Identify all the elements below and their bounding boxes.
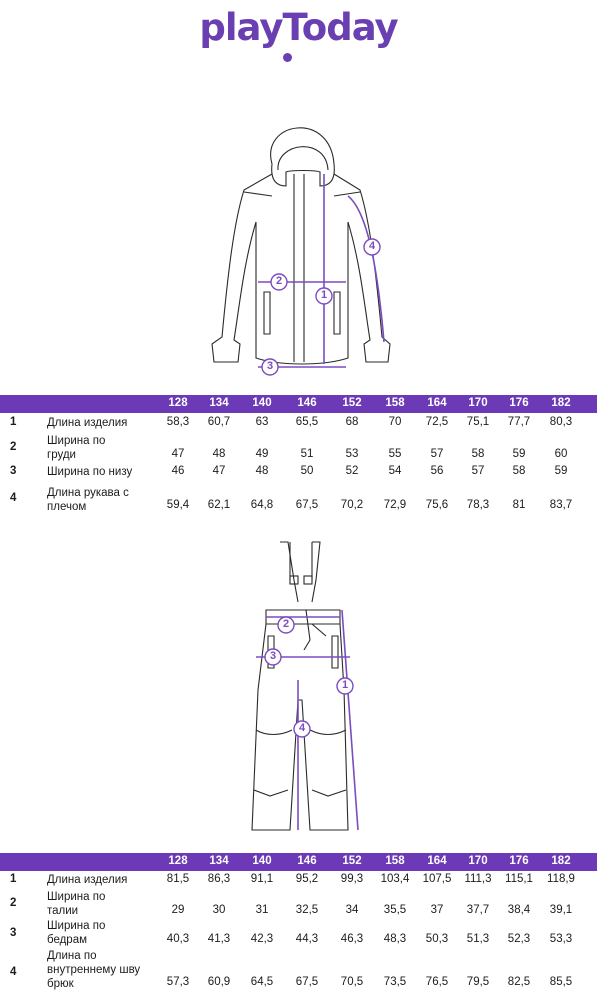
cell-value: 57 <box>430 448 444 460</box>
cell-value: 75,6 <box>425 499 449 511</box>
cell-value: 58,3 <box>166 416 190 428</box>
jacket-sketch <box>200 112 400 382</box>
cell-value: 64,5 <box>250 976 274 988</box>
jacket-marker-3: 3 <box>267 360 274 372</box>
size-label: 170 <box>468 855 488 867</box>
cell-value: 58 <box>512 465 526 477</box>
cell-value: 81,5 <box>166 873 190 885</box>
cell-value: 56 <box>430 465 444 477</box>
cell-value: 50,3 <box>425 933 449 945</box>
table-row <box>0 889 597 919</box>
cell-value: 67,5 <box>295 976 319 988</box>
brand-logo-text: playToday <box>199 6 398 49</box>
jacket-marker-4: 4 <box>369 240 376 252</box>
table-row <box>0 948 597 996</box>
cell-value: 86,3 <box>207 873 231 885</box>
cell-value: 49 <box>255 448 269 460</box>
cell-value: 70 <box>388 416 402 428</box>
cell-value: 53,3 <box>549 933 573 945</box>
cell-value: 57,3 <box>166 976 190 988</box>
brand-logo <box>0 2 597 66</box>
cell-value: 52 <box>345 465 359 477</box>
cell-value: 46,3 <box>340 933 364 945</box>
cell-value: 51,3 <box>466 933 490 945</box>
cell-value: 73,5 <box>383 976 407 988</box>
size-label: 152 <box>342 397 362 409</box>
size-label: 176 <box>509 855 529 867</box>
pants-marker-2: 2 <box>283 618 290 630</box>
size-label: 128 <box>168 397 188 409</box>
size-label: 152 <box>342 855 362 867</box>
cell-value: 79,5 <box>466 976 490 988</box>
row-label: Ширина по груди <box>47 435 106 461</box>
cell-value: 60,9 <box>207 976 231 988</box>
cell-value: 53 <box>345 448 359 460</box>
cell-value: 91,1 <box>250 873 274 885</box>
cell-value: 70,5 <box>340 976 364 988</box>
cell-value: 68 <box>345 416 359 428</box>
cell-value: 85,5 <box>549 976 573 988</box>
table-row <box>0 462 597 484</box>
row-number: 3 <box>10 465 17 477</box>
size-label: 158 <box>385 855 405 867</box>
size-label: 134 <box>209 397 229 409</box>
cell-value: 59 <box>554 465 568 477</box>
table-row <box>0 484 597 516</box>
row-label: Длина изделия <box>47 874 128 886</box>
pants-size-header <box>0 853 597 871</box>
row-number: 3 <box>10 927 17 939</box>
cell-value: 59,4 <box>166 499 190 511</box>
pants-size-table <box>0 853 597 996</box>
row-label: Длина рукава с плечом <box>47 487 129 513</box>
size-label: 140 <box>252 397 272 409</box>
pants-sketch <box>240 540 370 840</box>
cell-value: 50 <box>300 465 314 477</box>
row-label: Длина изделия <box>47 417 128 429</box>
cell-value: 72,5 <box>425 416 449 428</box>
row-label: Ширина по низу <box>47 466 133 478</box>
cell-value: 47 <box>171 448 185 460</box>
cell-value: 37 <box>430 904 444 916</box>
cell-value: 60 <box>554 448 568 460</box>
size-label: 128 <box>168 855 188 867</box>
cell-value: 80,3 <box>549 416 573 428</box>
cell-value: 76,5 <box>425 976 449 988</box>
cell-value: 38,4 <box>507 904 531 916</box>
row-label: Ширина по бедрам <box>47 920 106 946</box>
size-label: 134 <box>209 855 229 867</box>
cell-value: 41,3 <box>207 933 231 945</box>
row-number: 1 <box>10 873 17 885</box>
cell-value: 81 <box>512 499 526 511</box>
cell-value: 72,9 <box>383 499 407 511</box>
cell-value: 40,3 <box>166 933 190 945</box>
size-label: 176 <box>509 397 529 409</box>
table-row <box>0 919 597 948</box>
cell-value: 35,5 <box>383 904 407 916</box>
row-label: Ширина по талии <box>47 891 106 917</box>
size-label: 140 <box>252 855 272 867</box>
table-row <box>0 413 597 433</box>
cell-value: 30 <box>212 904 226 916</box>
table-row <box>0 871 597 889</box>
cell-value: 67,5 <box>295 499 319 511</box>
cell-value: 65,5 <box>295 416 319 428</box>
cell-value: 51 <box>300 448 314 460</box>
cell-value: 83,7 <box>549 499 573 511</box>
cell-value: 54 <box>388 465 402 477</box>
size-label: 164 <box>427 855 447 867</box>
cell-value: 111,3 <box>464 873 492 885</box>
cell-value: 107,5 <box>422 873 452 885</box>
row-number: 1 <box>10 416 17 428</box>
row-label: Длина по внутреннему шву брюк <box>47 950 141 990</box>
row-number: 4 <box>10 492 17 504</box>
size-label: 146 <box>297 397 317 409</box>
row-number: 2 <box>10 441 17 453</box>
cell-value: 39,1 <box>549 904 573 916</box>
table-row <box>0 433 597 462</box>
cell-value: 58 <box>471 448 485 460</box>
cell-value: 46 <box>171 465 185 477</box>
size-label: 164 <box>427 397 447 409</box>
cell-value: 48 <box>255 465 269 477</box>
pants-marker-1: 1 <box>342 679 349 691</box>
cell-value: 34 <box>345 904 359 916</box>
cell-value: 63 <box>255 416 269 428</box>
brand-logo-dot <box>283 53 292 62</box>
row-number: 4 <box>10 966 17 978</box>
cell-value: 99,3 <box>340 873 364 885</box>
cell-value: 42,3 <box>250 933 274 945</box>
cell-value: 37,7 <box>466 904 490 916</box>
cell-value: 47 <box>212 465 226 477</box>
cell-value: 32,5 <box>295 904 319 916</box>
size-label: 182 <box>551 855 571 867</box>
cell-value: 59 <box>512 448 526 460</box>
jacket-size-table <box>0 395 597 516</box>
row-number: 2 <box>10 897 17 909</box>
cell-value: 82,5 <box>507 976 531 988</box>
size-label: 146 <box>297 855 317 867</box>
cell-value: 55 <box>388 448 402 460</box>
size-label: 182 <box>551 397 571 409</box>
size-label: 158 <box>385 397 405 409</box>
cell-value: 44,3 <box>295 933 319 945</box>
pants-marker-3: 3 <box>270 650 277 662</box>
cell-value: 115,1 <box>505 873 533 885</box>
cell-value: 78,3 <box>466 499 490 511</box>
cell-value: 29 <box>171 904 185 916</box>
cell-value: 64,8 <box>250 499 274 511</box>
pants-marker-4: 4 <box>299 722 306 734</box>
cell-value: 77,7 <box>507 416 531 428</box>
jacket-marker-1: 1 <box>321 289 328 301</box>
jacket-marker-2: 2 <box>276 275 283 287</box>
cell-value: 70,2 <box>340 499 364 511</box>
jacket-size-header <box>0 395 597 413</box>
cell-value: 95,2 <box>295 873 319 885</box>
cell-value: 75,1 <box>466 416 490 428</box>
cell-value: 31 <box>255 904 269 916</box>
cell-value: 48 <box>212 448 226 460</box>
cell-value: 60,7 <box>207 416 231 428</box>
cell-value: 57 <box>471 465 485 477</box>
cell-value: 118,9 <box>547 873 575 885</box>
size-label: 170 <box>468 397 488 409</box>
cell-value: 52,3 <box>507 933 531 945</box>
cell-value: 48,3 <box>383 933 407 945</box>
cell-value: 103,4 <box>380 873 410 885</box>
cell-value: 62,1 <box>207 499 231 511</box>
